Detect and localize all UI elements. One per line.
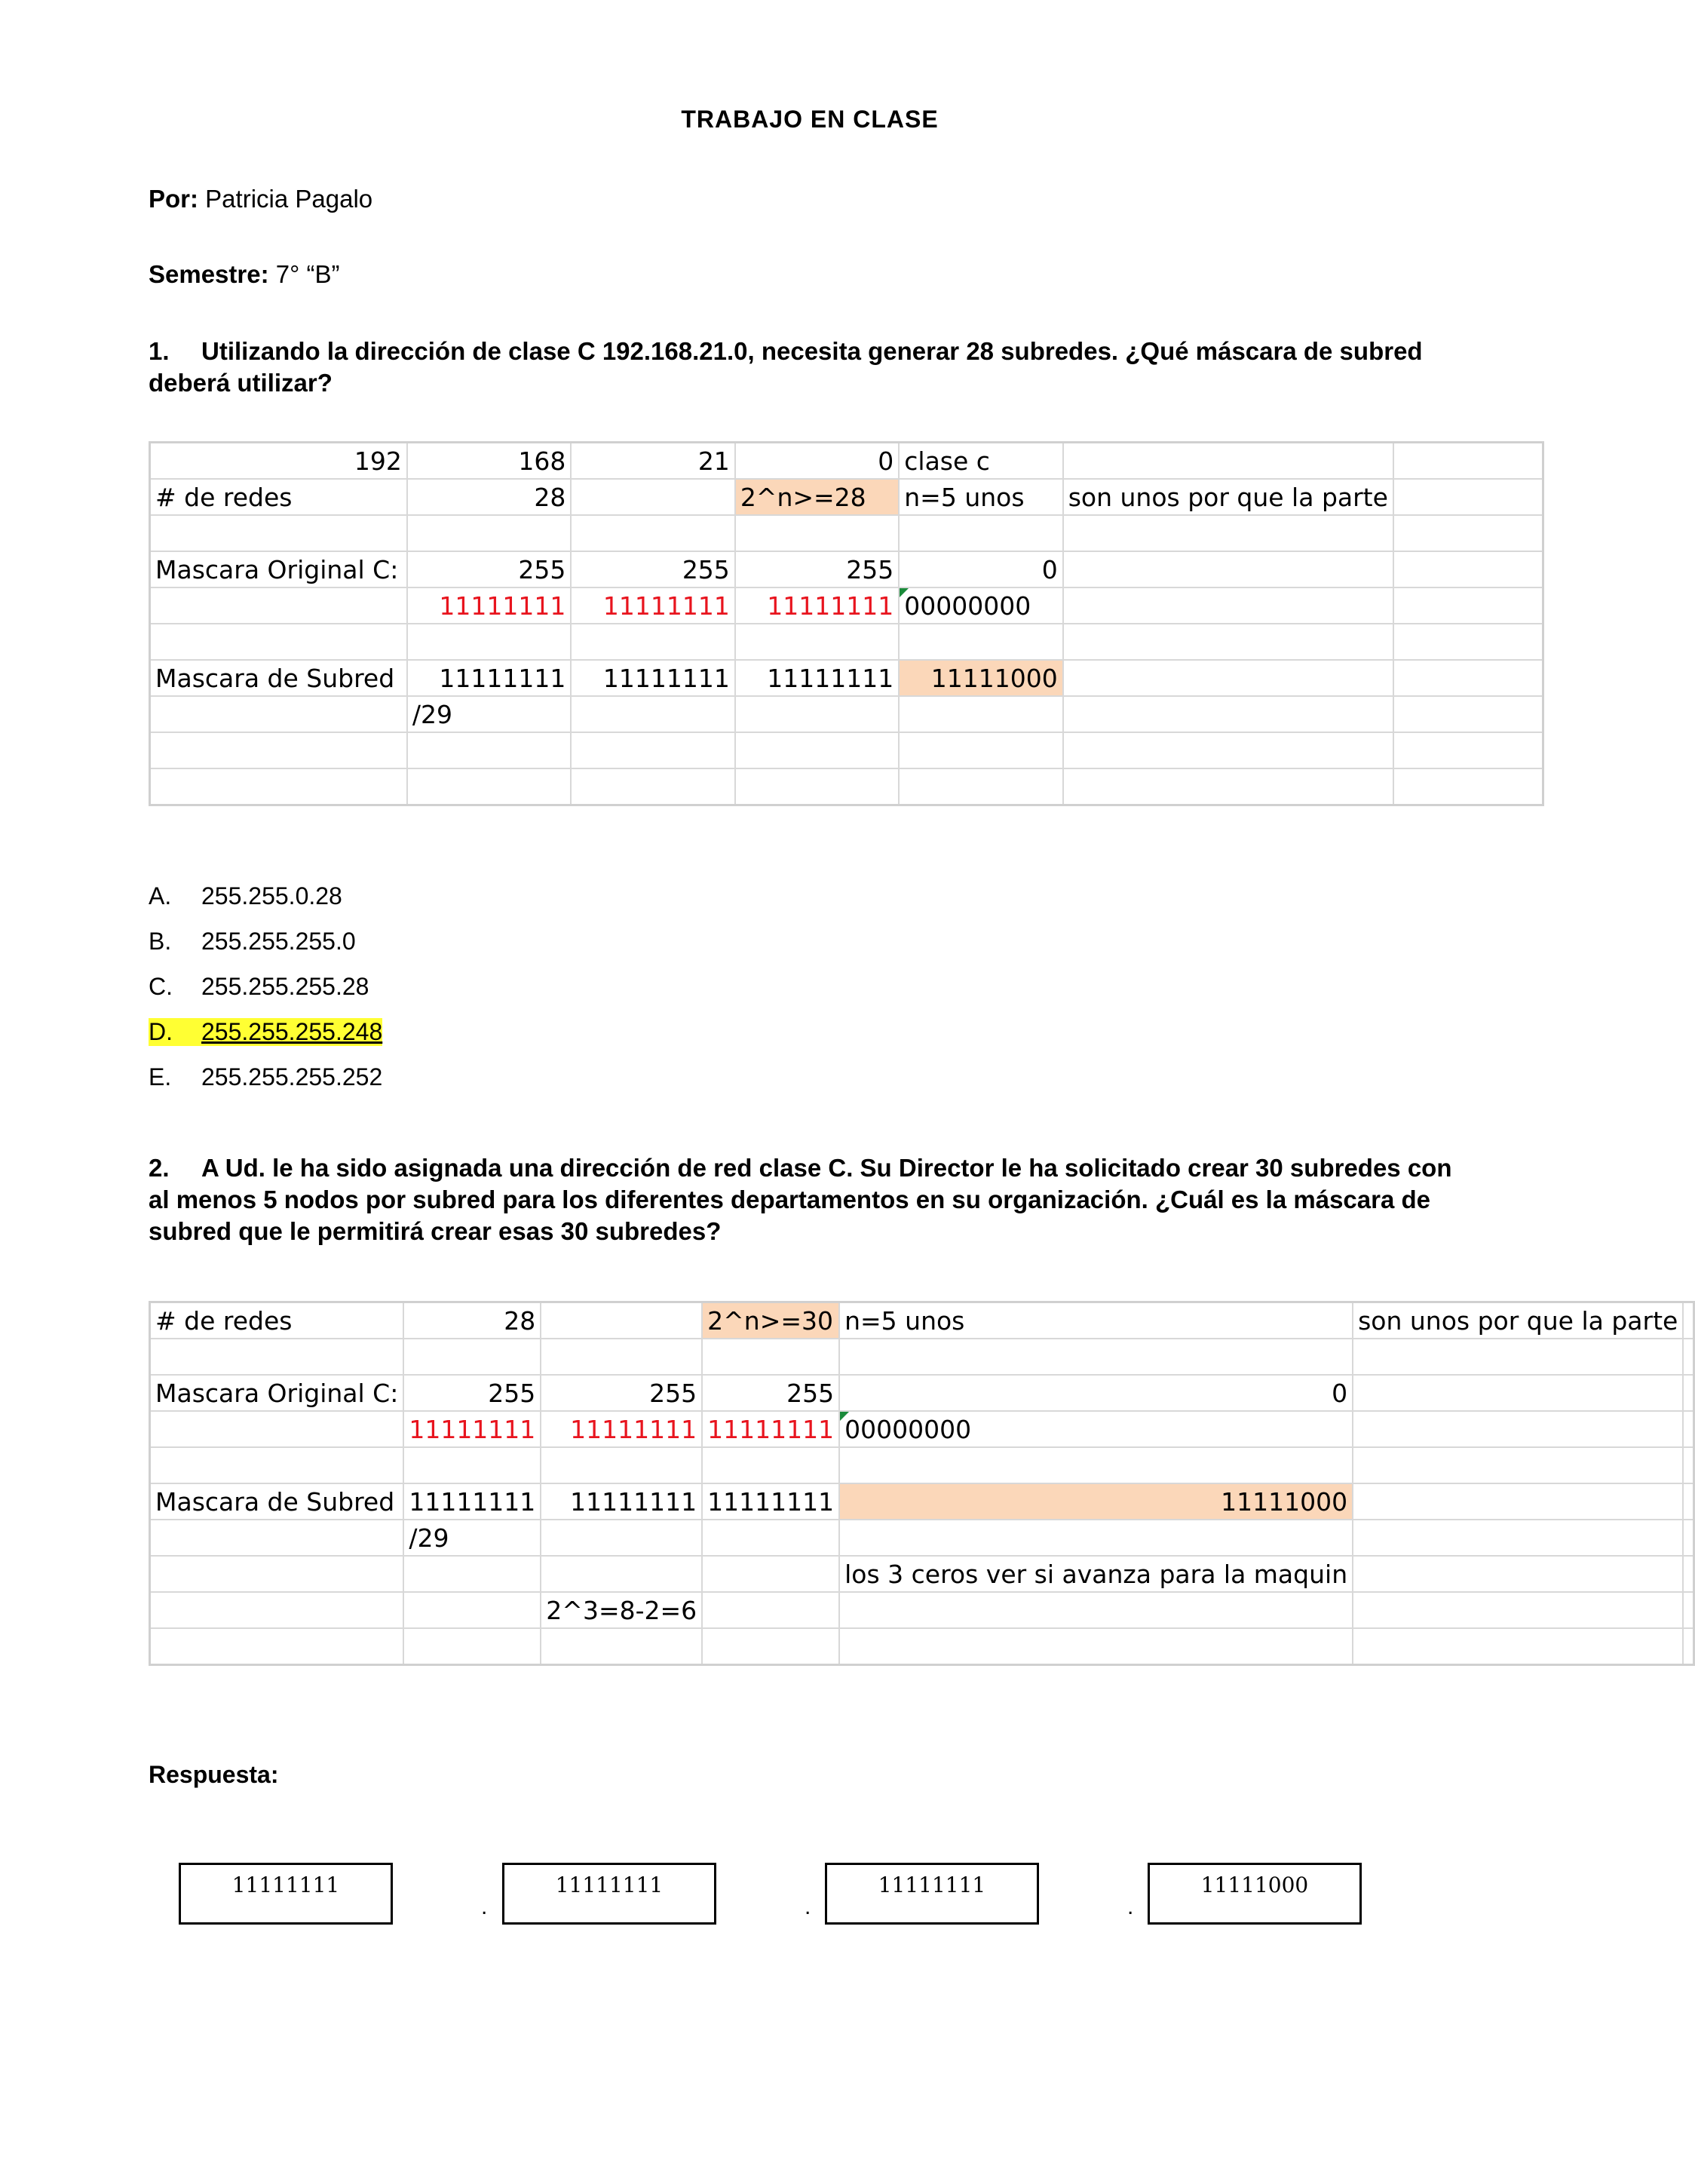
cell: 11111111 [571,660,734,696]
answer-label: Respuesta: [149,1761,279,1788]
question-1-number: 1. [149,337,170,365]
cell: son unos por que la parte [1063,479,1393,515]
table-row [150,696,1543,732]
q1-spreadsheet [149,441,1544,806]
table-row [150,732,1543,768]
table-row [150,1447,1694,1483]
option-letter: D. [149,1018,173,1045]
cell: son unos por que la parte [1353,1302,1683,1339]
cell: 00000000 [839,1411,1353,1447]
cell: 11111111 [541,1411,702,1447]
table-row [150,660,1543,696]
cell: 11111111 [735,587,899,624]
option-text: 255.255.0.28 [201,882,342,909]
author-name: Patricia Pagalo [205,185,373,213]
option-letter: E. [149,1063,172,1090]
document-title: TRABAJO EN CLASE [681,106,939,133]
cell: 2^3=8-2=6 [541,1592,702,1628]
answer-octet-3: 11111111 [825,1863,1039,1925]
option-text: 255.255.255.248 [201,1018,383,1045]
author-line [149,185,372,213]
cell: 11111111 [407,587,571,624]
cell: 11111000 [839,1483,1353,1520]
cell: Mascara Original C: [150,551,407,587]
octet-separator: . [805,1894,811,1919]
cell: n=5 unos [839,1302,1353,1339]
option-e [149,1063,382,1091]
cell: 11111111 [702,1483,839,1520]
table-row [150,1592,1694,1628]
octet-separator: . [1127,1894,1134,1919]
cell: 11111111 [735,660,899,696]
table-row [150,768,1543,805]
table-row [150,1411,1694,1447]
cell: Mascara de Subred [150,660,407,696]
cell: 0 [899,551,1062,587]
cell: 28 [407,479,571,515]
cell: 168 [407,443,571,480]
option-c [149,973,369,1001]
cell: # de redes [150,479,407,515]
cell [1393,479,1543,515]
question-2 [149,1152,1461,1247]
question-1-text: Utilizando la dirección de clase C 192.168.21.0, necesita generar 28 subredes. ¿Qué máscara de subred deberá utilizar? [149,337,1423,397]
option-text: 255.255.255.0 [201,928,356,955]
option-text: 255.255.255.252 [201,1063,383,1090]
table-row [150,515,1543,551]
cell: n=5 unos [899,479,1062,515]
table-row [150,1483,1694,1520]
cell: /29 [407,696,571,732]
cell: # de redes [150,1302,404,1339]
cell: 11111000 [899,660,1062,696]
question-2-text: A Ud. le ha sido asignada una dirección de red clase C. Su Director le ha solicitado crear 30 subredes con al menos 5 nodos por subred para los diferentes departamentos en su organización. ¿Cuál es la máscara de subred que le permitirá crear esas 30 subredes? [149,1154,1452,1245]
cell: 255 [541,1375,702,1411]
question-1 [149,336,1461,399]
table-row [150,1339,1694,1375]
cell: 2^n>=28 [735,479,899,515]
table-row [150,587,1543,624]
cell: 192 [150,443,407,480]
cell: 0 [735,443,899,480]
cell: clase c [899,443,1062,480]
option-letter: C. [149,973,173,1000]
answer-octet-2: 11111111 [502,1863,716,1925]
semester-line [149,260,339,289]
cell: 28 [403,1302,541,1339]
q2-spreadsheet [149,1301,1695,1666]
q1-options [149,882,752,1101]
table-row [150,1556,1694,1592]
table-row [150,1520,1694,1556]
cell: 2^n>=30 [702,1302,839,1339]
author-label: Por: [149,185,198,213]
option-a [149,882,342,910]
table-row [150,443,1543,480]
question-2-number: 2. [149,1154,170,1182]
cell: los 3 ceros ver si avanza para la maquin [839,1556,1353,1592]
table-row [150,624,1543,660]
cell: 00000000 [899,587,1062,624]
cell: 11111111 [541,1483,702,1520]
cell: 11111111 [407,660,571,696]
octet-separator: . [481,1894,488,1919]
cell: 11111111 [403,1483,541,1520]
cell: 11111111 [403,1411,541,1447]
cell: 255 [735,551,899,587]
option-b [149,928,356,956]
cell: 11111111 [571,587,734,624]
semester-value: 7° “B” [275,260,340,288]
cell: 255 [403,1375,541,1411]
cell: 255 [571,551,734,587]
cell [1063,443,1393,480]
table-row [150,1302,1694,1339]
cell [1393,443,1543,480]
cell [571,479,734,515]
cell: 255 [702,1375,839,1411]
table-row [150,1375,1694,1411]
cell: 255 [407,551,571,587]
option-d-selected [149,1018,382,1046]
semester-label: Semestre: [149,260,269,288]
table-row [150,551,1543,587]
option-text: 255.255.255.28 [201,973,369,1000]
cell: 0 [839,1375,1353,1411]
option-letter: A. [149,882,172,909]
table-row [150,479,1543,515]
table-row [150,1628,1694,1665]
answer-octet-1: 11111111 [179,1863,393,1925]
answer-octet-4: 11111000 [1148,1863,1362,1925]
cell: /29 [403,1520,541,1556]
cell: Mascara Original C: [150,1375,404,1411]
option-letter: B. [149,928,172,955]
cell: 11111111 [702,1411,839,1447]
cell: 21 [571,443,734,480]
cell: Mascara de Subred [150,1483,404,1520]
